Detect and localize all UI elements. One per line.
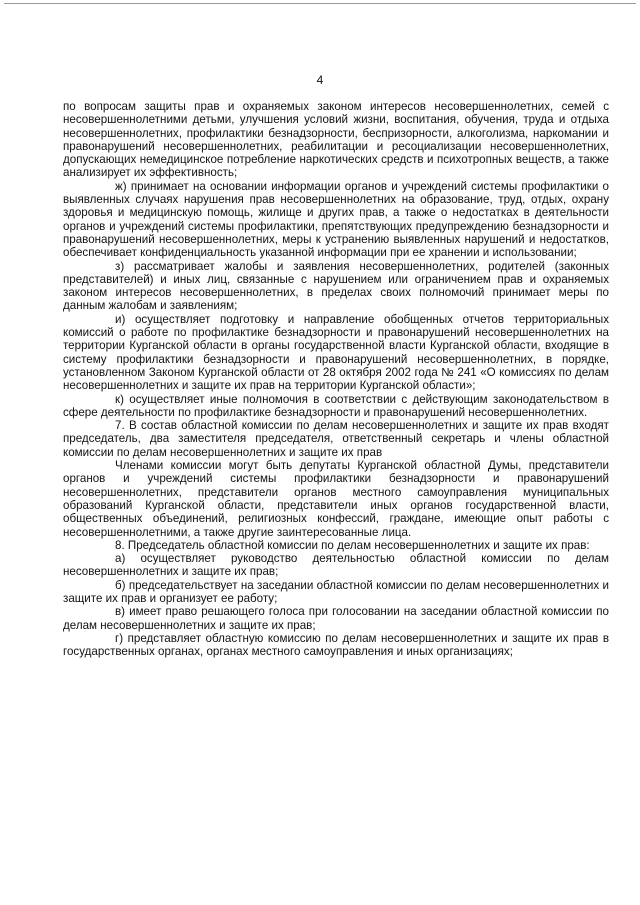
paragraph: ж) принимает на основании информации органов и учреждений системы профилактики о выявленных случаях нарушения прав несовершеннолетних на образование, труд, отдых, охрану здоровья и медицинскую помощь, жилище и других прав, а также о недостатках в деятельности органов и учреждений системы профилактики, препятствующих предупреждению безнадзорности и правонарушений несовершеннолетних, меры к устранению выявленных нарушений и недостатков, обеспечивает конфиденциальность указанной информации при ее хранении и использовании; bbox=[63, 179, 609, 260]
paragraph: по вопросам защиты прав и охраняемых законом интересов несовершеннолетних, семей с несовершеннолетними детьми, улучшения условий жизни, воспитания, обучения, труда и отдыха несовершеннолетних, профилактики безнадзорности, беспризорности, алкоголизма, наркомании и правонарушений несовершеннолетних, реабилитации и ресоциализации несовершеннолетних, допускающих немедицинское потребление наркотических средств и психотропных веществ, а также анализирует их эффективность; bbox=[63, 100, 609, 180]
paragraph: и) осуществляет подготовку и направление обобщенных отчетов территориальных комиссий о работе по профилактике безнадзорности и правонарушений несовершеннолетних на территории Курганской области в органы государственной власти Курганской области, входящие в систему профилактики безнадзорности и правонарушений несовершеннолетних, в порядке, установленном Законом Курганской области от 28 октября 2002 года № 241 «О комиссиях по делам несовершеннолетних и защите их прав на территории Курганской области»; bbox=[63, 312, 609, 393]
scan-top-border bbox=[4, 3, 636, 4]
paragraph: 7. В состав областной комиссии по делам несовершеннолетних и защите их прав входят председатель, два заместителя председателя, ответственный секретарь и члены областной комиссии по делам несовершеннолетних и защите их прав bbox=[63, 419, 609, 459]
page-number: 4 bbox=[316, 73, 324, 87]
document-body bbox=[63, 100, 609, 658]
paragraph: Членами комиссии могут быть депутаты Курганской областной Думы, представители органов и учреждений системы профилактики безнадзорности и правонарушений несовершеннолетних, представители органов местного самоуправления муниципальных образований Курганской области, представители иных органов государственной власти, общественных объединений, религиозных конфессий, граждане, имеющие опыт работы с несовершеннолетними, а также другие заинтересованные лица. bbox=[63, 459, 609, 539]
paragraph: з) рассматривает жалобы и заявления несовершеннолетних, родителей (законных представителей) и иных лиц, связанные с нарушением или ограничением прав и охраняемых законом интересов несовершеннолетних, в пределах своих полномочий принимает меры по данным жалобам и заявлениям; bbox=[63, 259, 609, 313]
paragraph: к) осуществляет иные полномочия в соответствии с действующим законодательством в сфере деятельности по профилактике безнадзорности и правонарушений несовершеннолетних. bbox=[63, 392, 609, 419]
paragraph: а) осуществляет руководство деятельностью областной комиссии по делам несовершеннолетних и защите их прав; bbox=[63, 552, 609, 579]
paragraph: б) председательствует на заседании областной комиссии по делам несовершеннолетних и защите их прав и организует ее работу; bbox=[63, 578, 609, 605]
paragraph: 8. Председатель областной комиссии по делам несовершеннолетних и защите их прав: bbox=[115, 538, 590, 552]
paragraph: г) представляет областную комиссию по делам несовершеннолетних и защите их прав в государственных органах, органах местного самоуправления и иных организациях; bbox=[63, 631, 609, 659]
paragraph: в) имеет право решающего голоса при голосовании на заседании областной комиссии по делам несовершеннолетних и защите их прав; bbox=[63, 605, 609, 632]
